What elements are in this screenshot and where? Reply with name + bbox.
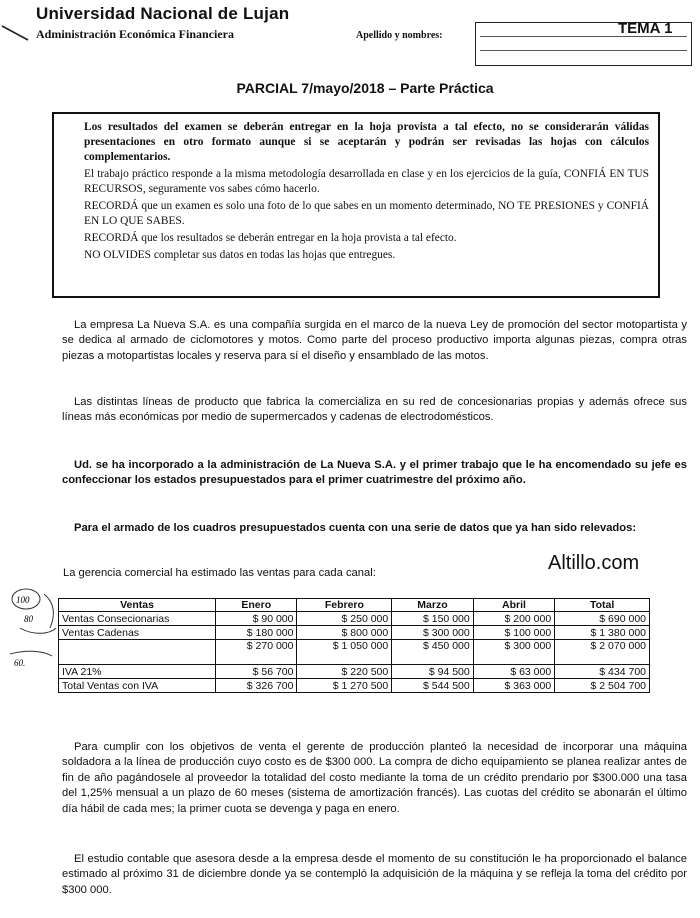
cell-value: $ 94 500 <box>392 665 473 679</box>
instruction-1: Los resultados del examen se deberán entregar en la hoja provista a tal efecto, no se considerarán válidas presentaciones en otro formato aunque si se aceptarán y podrán ser revisadas las hojas con cálculos complementarios. <box>84 121 649 163</box>
cell-value: $ 450 000 <box>392 640 473 665</box>
paragraph-task: Ud. se ha incorporado a la administración de La Nueva S.A. y el primer trabajo que le ha encomendado su jefe es confeccionar los estados presupuestados para el primer cuatrimestre del próximo año. <box>62 459 687 487</box>
cell-value: $ 800 000 <box>297 626 392 640</box>
cell-value: $ 300 000 <box>473 640 554 665</box>
row-label: Ventas Consecionarias <box>59 612 216 626</box>
header-ventas: Ventas <box>59 599 216 612</box>
cell-value: $ 200 000 <box>473 612 554 626</box>
cell-value: $ 300 000 <box>392 626 473 640</box>
handwritten-note-100: 100 <box>16 595 30 605</box>
tema-label: TEMA 1 <box>618 20 673 37</box>
cell-value: $ 1 380 000 <box>555 626 650 640</box>
header-abril: Abril <box>473 599 554 612</box>
paragraph-balance: El estudio contable que asesora desde a la empresa desde el momento de su constitución le ha proporcionado el balance estimado al próximo 31 de diciembre donde ya se contempló la adquisición de la máquina y se refleja la toma del crédito por $300 000. <box>62 853 687 896</box>
sales-table-header <box>59 599 650 612</box>
handwritten-notes <box>4 584 66 674</box>
cell-value: $ 100 000 <box>473 626 554 640</box>
row-label: Ventas Cadenas <box>59 626 216 640</box>
instruction-2: El trabajo práctico responde a la misma metodología desarrollada en clase y en los ejercicios de la guía, CONFIÁ EN TUS RECURSOS, seguramente vos sabes cómo hacerlo. <box>84 168 649 195</box>
paragraph-data: Para el armado de los cuadros presupuestados cuenta con una serie de datos que ya han sido relevados: <box>74 522 637 534</box>
cell-value: $ 1 270 500 <box>297 679 392 693</box>
instruction-5: NO OLVIDES completar sus datos en todas las hojas que entregues. <box>84 249 396 261</box>
header-marzo: Marzo <box>392 599 473 612</box>
paragraph-machine: Para cumplir con los objetivos de venta el gerente de producción planteó la necesidad de incorporar una máquina soldadora a la línea de producción cuyo costo es de $300 000. La compra de dicho equipamiento se planea realizar antes de fin de año pagándosele al proveedor la totalidad del costo mediante la toma de un crédito prendario por $300.000 una tasa del 1,25% mensual a un plazo de 60 meses (sistema de amortización francés). Las cuotas del crédito se abonarán el último día hábil de cada mes; la primer cuota se devenga y paga en enero. <box>62 741 687 815</box>
watermark-altillo: Altillo.com <box>548 552 640 574</box>
university-name: Universidad Nacional de Lujan <box>36 4 290 23</box>
cell-value: $ 2 070 000 <box>555 640 650 665</box>
cell-value: $ 434 700 <box>555 665 650 679</box>
cell-value: $ 63 000 <box>473 665 554 679</box>
paragraph-lines: Las distintas líneas de producto que fabrica la comercializa en su red de concesionarias propias y además ofrece sus líneas más económicas por medio de supermercados y cadenas de electrodomésticos. <box>62 396 687 424</box>
cell-value: $ 544 500 <box>392 679 473 693</box>
cell-value: $ 690 000 <box>555 612 650 626</box>
cell-value: $ 56 700 <box>216 665 297 679</box>
cell-value: $ 250 000 <box>297 612 392 626</box>
cell-value: $ 180 000 <box>216 626 297 640</box>
table-row <box>59 665 650 679</box>
cell-value: $ 326 700 <box>216 679 297 693</box>
header-febrero: Febrero <box>297 599 392 612</box>
header-enero: Enero <box>216 599 297 612</box>
cell-value: $ 2 504 700 <box>555 679 650 693</box>
table-row <box>59 612 650 626</box>
table-row <box>59 640 650 665</box>
pen-stroke-mark <box>0 24 30 44</box>
table-row <box>59 626 650 640</box>
cell-value: $ 150 000 <box>392 612 473 626</box>
cell-value: $ 90 000 <box>216 612 297 626</box>
handwritten-note-60: 60. <box>14 658 26 668</box>
paragraph-company: La empresa La Nueva S.A. es una compañía surgida en el marco de la nueva Ley de promoción del sector motopartista y se dedica al armado de ciclomotores y motos. Como parte del proceso productivo importa algunas piezas, compra otras piezas a motopartistas locales y reserva para sí el diseño y ensamblado de las motos. <box>62 319 687 362</box>
instruction-4: RECORDÁ que los resultados se deberán entregar en la hoja provista a tal efecto. <box>84 232 457 244</box>
cell-value: $ 220 500 <box>297 665 392 679</box>
cell-value: $ 1 050 000 <box>297 640 392 665</box>
exam-title: PARCIAL 7/mayo/2018 – Parte Práctica <box>236 80 494 96</box>
cell-value: $ 270 000 <box>216 640 297 665</box>
row-label: Total Ventas con IVA <box>59 679 216 693</box>
row-label: IVA 21% <box>59 665 216 679</box>
row-label <box>59 640 216 665</box>
instruction-3: RECORDÁ que un examen es solo una foto de lo que sabes en un momento determinado, NO TE PRESIONES y CONFIÁ EN LO QUE SABES. <box>84 200 649 227</box>
sales-table <box>58 598 650 693</box>
instructions-box <box>52 112 660 298</box>
header-total: Total <box>555 599 650 612</box>
handwritten-note-80: 80 <box>24 614 33 624</box>
paragraph-sales-intro: La gerencia comercial ha estimado las ventas para cada canal: <box>63 567 376 579</box>
table-row <box>59 679 650 693</box>
department-name: Administración Económica Financiera <box>36 27 234 41</box>
name-label: Apellido y nombres: <box>356 30 443 41</box>
cell-value: $ 363 000 <box>473 679 554 693</box>
